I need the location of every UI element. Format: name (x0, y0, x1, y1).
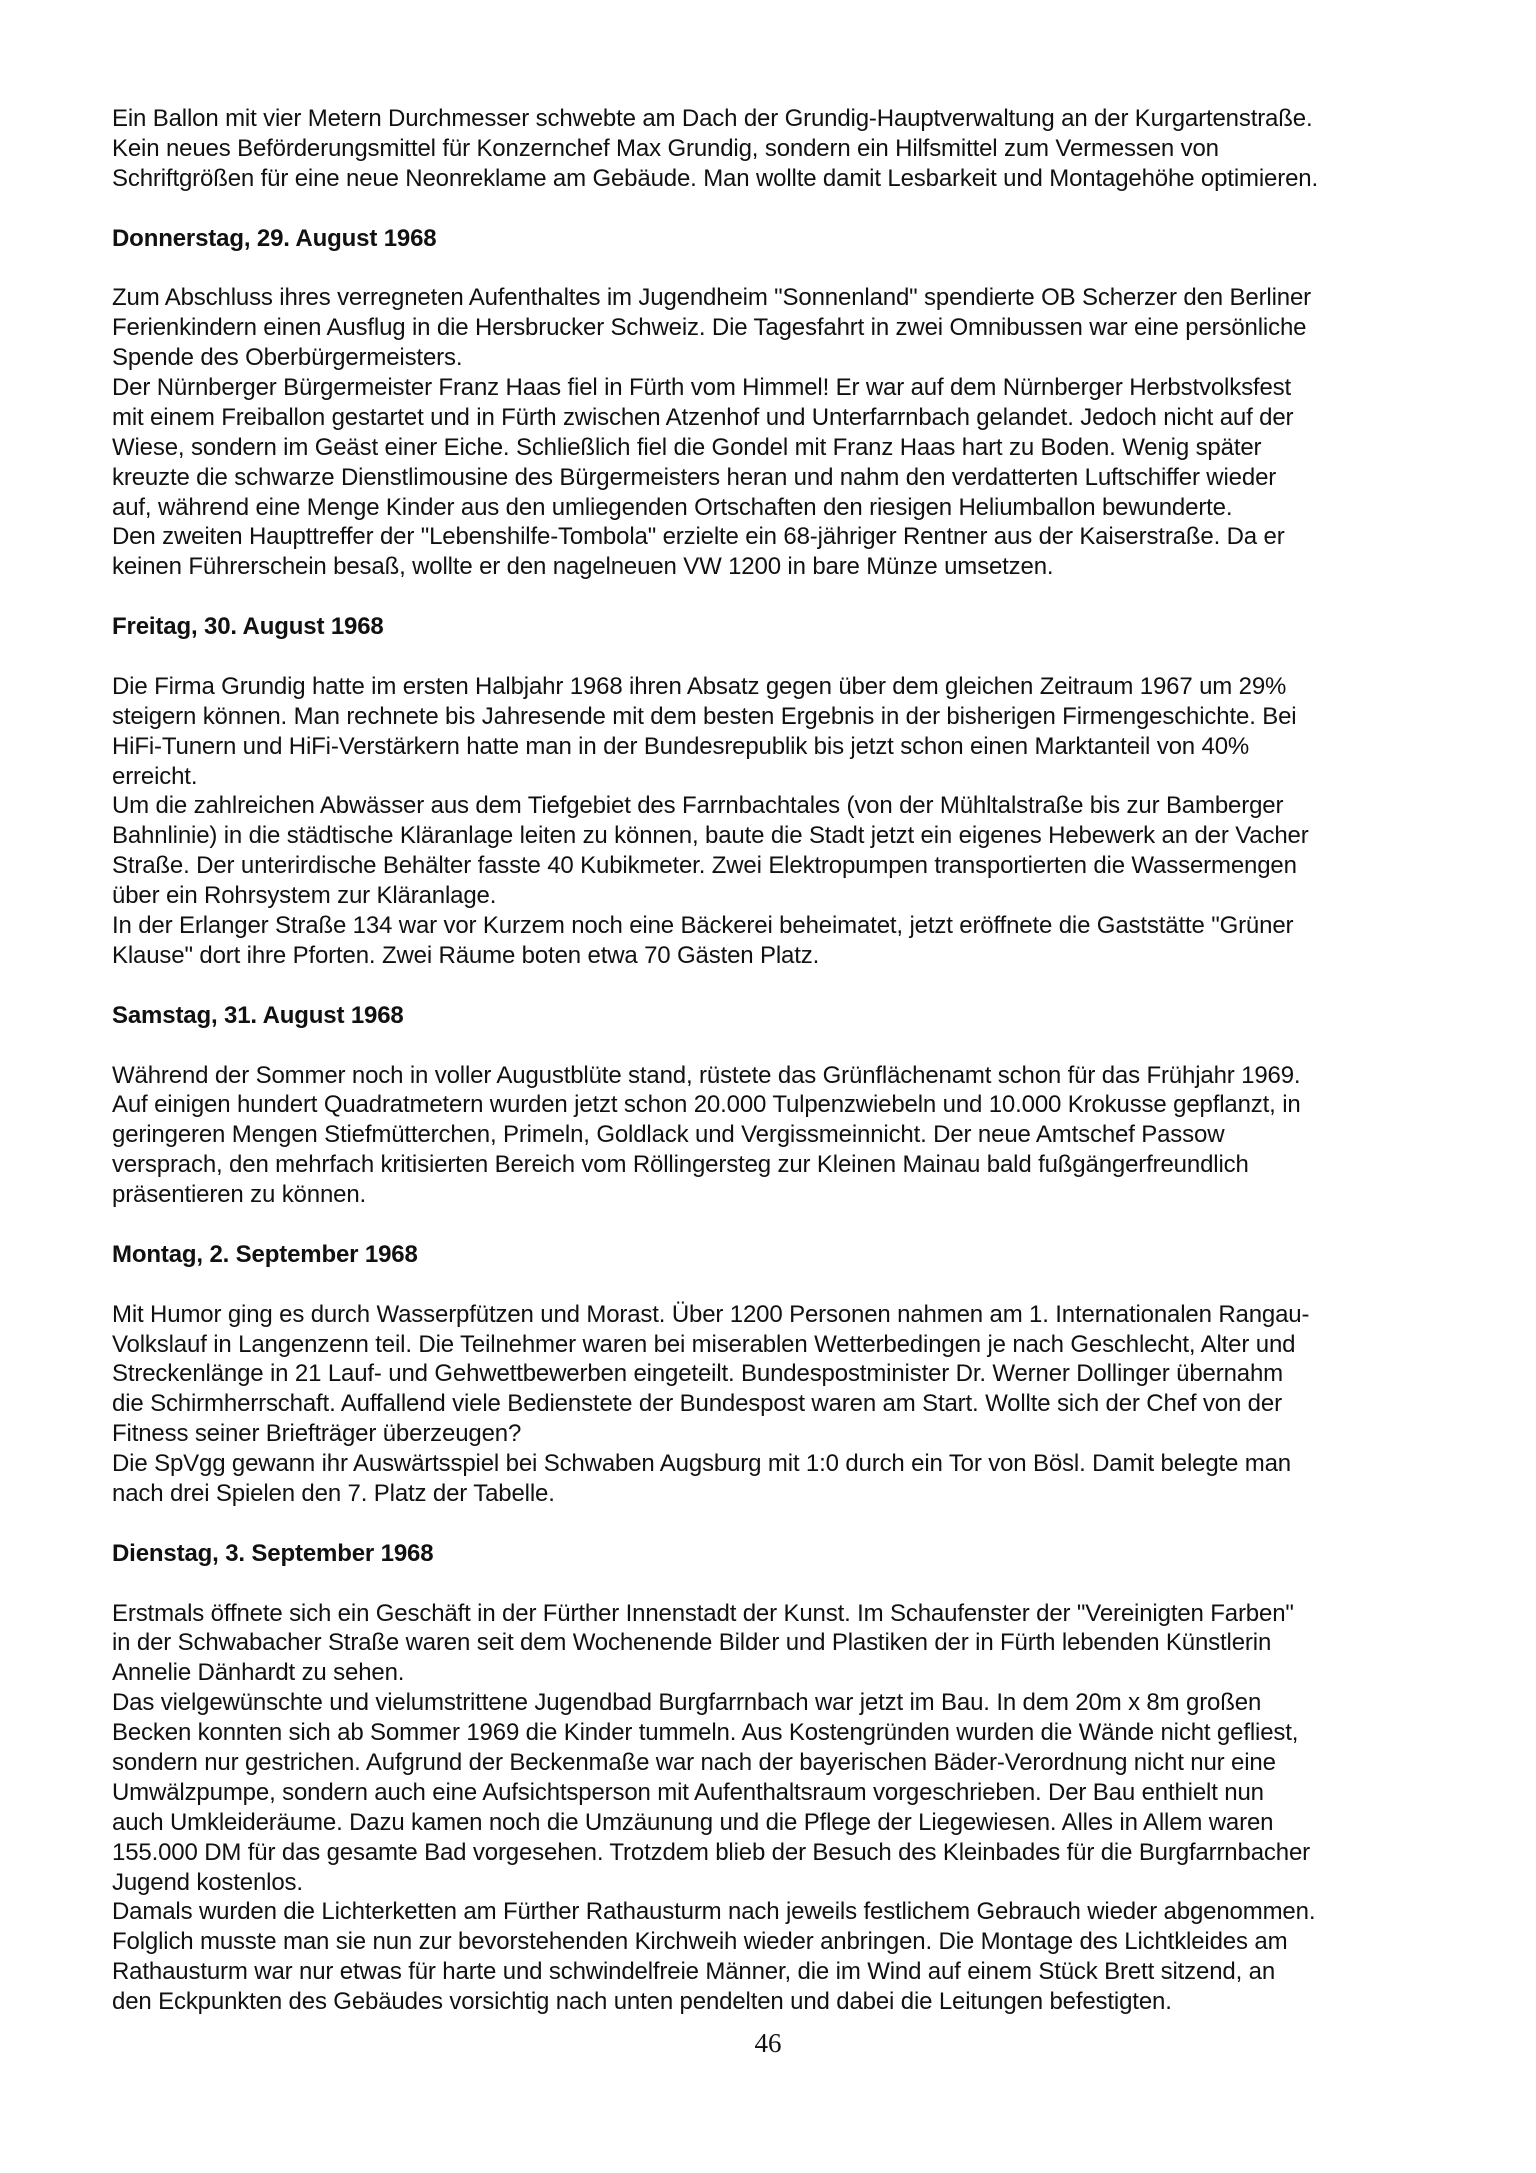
text-line: keinen Führerschein besaß, wollte er den nagelneuen VW 1200 in bare Münze umsetzen. (112, 553, 1054, 581)
text-line: Die SpVgg gewann ihr Auswärtsspiel bei Schwaben Augsburg mit 1:0 durch ein Tor von Bösl. Damit belegte man (112, 1450, 1291, 1478)
text-line: Spende des Oberbürgermeisters. (112, 344, 463, 372)
spacer (112, 1270, 1442, 1300)
text-line: Schriftgrößen für eine neue Neonreklame am Gebäude. Man wollte damit Lesbarkeit und Montagehöhe optimieren. (112, 164, 1318, 192)
text-line: Rathausturm war nur etwas für harte und schwindelfreie Männer, die im Wind auf einem Stück Brett sitzend, an (112, 1958, 1276, 1986)
spacer (112, 971, 1442, 1001)
paragraph (112, 1061, 1442, 1210)
spacer (112, 194, 1442, 224)
paragraph (112, 1599, 1442, 2017)
spacer (112, 1569, 1442, 1599)
text-line: Ein Ballon mit vier Metern Durchmesser schwebte am Dach der Grundig-Hauptverwaltung an der Kurgartenstraße. (112, 105, 1313, 132)
paragraph (112, 104, 1442, 194)
text-line: Damals wurden die Lichterketten am Fürther Rathausturm nach jeweils festlichem Gebrauch wieder abgenommen. (112, 1898, 1316, 1926)
text-line: Während der Sommer noch in voller Augustblüte stand, rüstete das Grünflächenamt schon für das Frühjahr 1969. (112, 1061, 1301, 1089)
text-line: in der Schwabacher Straße waren seit dem Wochenende Bilder und Plastiken der in Fürth lebenden Künstlerin (112, 1629, 1272, 1657)
text-line: Folglich musste man sie nun zur bevorstehenden Kirchweih wieder anbringen. Die Montage des Lichtkleides am (112, 1928, 1288, 1956)
text-line: 155.000 DM für das gesamte Bad vorgesehen. Trotzdem blieb der Besuch des Kleinbades für die Burgfarrnbacher (112, 1838, 1310, 1866)
text-line: Volkslauf in Langenzenn teil. Die Teilnehmer waren bei miserablen Wetterbedingen je nach Geschlecht, Alter und (112, 1330, 1296, 1358)
date-heading: Donnerstag, 29. August 1968 (112, 224, 437, 252)
text-line: Erstmals öffnete sich ein Geschäft in der Fürther Innenstadt der Kunst. Im Schaufenster der "Vereinigten Farben" (112, 1599, 1294, 1627)
text-line: steigern können. Man rechnete bis Jahresende mit dem besten Ergebnis in der bisherigen Firmengeschichte. Bei (112, 702, 1297, 730)
text-line: Das vielgewünschte und vielumstrittene Jugendbad Burgfarrnbach war jetzt im Bau. In dem 20m x 8m großen (112, 1689, 1262, 1717)
date-heading: Dienstag, 3. September 1968 (112, 1539, 434, 1567)
text-line: Der Nürnberger Bürgermeister Franz Haas fiel in Fürth vom Himmel! Er war auf dem Nürnberger Herbstvolksfest (112, 374, 1292, 402)
text-line: geringeren Mengen Stiefmütterchen, Primeln, Goldlack und Vergissmeinnicht. Der neue Amtschef Passow (112, 1121, 1225, 1149)
text-line: Fitness seiner Briefträger überzeugen? (112, 1420, 522, 1448)
text-line: Mit Humor ging es durch Wasserpfützen und Morast. Über 1200 Personen nahmen am 1. Internationalen Rangau- (112, 1300, 1310, 1328)
paragraph (112, 672, 1442, 971)
text-line: Umwälzpumpe, sondern auch eine Aufsichtsperson mit Aufenthaltsraum vorgeschrieben. Der Bau enthielt nun (112, 1778, 1264, 1806)
text-line: Kein neues Beförderungsmittel für Konzernchef Max Grundig, sondern ein Hilfsmittel zum Vermessen von (112, 134, 1219, 162)
text-line: auch Umkleideräume. Dazu kamen noch die Umzäunung und die Pflege der Liegewiesen. Alles in Allem waren (112, 1808, 1274, 1836)
date-heading: Samstag, 31. August 1968 (112, 1001, 404, 1029)
spacer (112, 1509, 1442, 1539)
text-line: Bahnlinie) in die städtische Kläranlage leiten zu können, baute die Stadt jetzt ein eigenes Hebewerk an der Vacher (112, 822, 1309, 850)
text-line: sondern nur gestrichen. Aufgrund der Beckenmaße war nach der bayerischen Bäder-Verordnung nicht nur eine (112, 1748, 1276, 1776)
text-line: über ein Rohrsystem zur Kläranlage. (112, 882, 497, 910)
text-line: erreicht. (112, 762, 198, 790)
text-line: Jugend kostenlos. (112, 1868, 303, 1896)
text-line: Auf einigen hundert Quadratmetern wurden jetzt schon 20.000 Tulpenzwiebeln und 10.000 Krokusse gepflanzt, in (112, 1091, 1301, 1119)
text-line: mit einem Freiballon gestartet und in Fürth zwischen Atzenhof und Unterfarrnbach gelandet. Jedoch nicht auf der (112, 403, 1294, 431)
text-line: Annelie Dänhardt zu sehen. (112, 1659, 405, 1687)
text-line: Um die zahlreichen Abwässer aus dem Tiefgebiet des Farrnbachtales (von der Mühltalstraße bis zur Bamberger (112, 792, 1284, 820)
date-heading: Freitag, 30. August 1968 (112, 613, 384, 641)
text-line: Ferienkindern einen Ausflug in die Hersbrucker Schweiz. Die Tagesfahrt in zwei Omnibussen war eine persönliche (112, 314, 1307, 342)
text-line: Klause" dort ihre Pforten. Zwei Räume boten etwa 70 Gästen Platz. (112, 941, 820, 969)
paragraph (112, 1300, 1442, 1509)
text-line: Wiese, sondern im Geäst einer Eiche. Schließlich fiel die Gondel mit Franz Haas hart zu Boden. Wenig später (112, 433, 1262, 461)
text-line: versprach, den mehrfach kritisierten Bereich vom Röllingersteg zur Kleinen Mainau bald fußgängerfreundlich (112, 1151, 1249, 1179)
text-line: Straße. Der unterirdische Behälter fasste 40 Kubikmeter. Zwei Elektropumpen transportierten die Wassermengen (112, 852, 1297, 880)
spacer (112, 1210, 1442, 1240)
page-number: 46 (754, 2028, 782, 2058)
text-line: Die Firma Grundig hatte im ersten Halbjahr 1968 ihren Absatz gegen über dem gleichen Zeitraum 1967 um 29% (112, 672, 1287, 700)
spacer (112, 642, 1442, 672)
text-line: Becken konnten sich ab Sommer 1969 die Kinder tummeln. Aus Kostengründen wurden die Wände nicht gefliest, (112, 1719, 1299, 1747)
date-heading: Montag, 2. September 1968 (112, 1240, 418, 1268)
text-line: Zum Abschluss ihres verregneten Aufenthaltes im Jugendheim "Sonnenland" spendierte OB Scherzer den Berliner (112, 284, 1312, 312)
text-line: Den zweiten Haupttreffer der "Lebenshilfe-Tombola" erzielte ein 68-jähriger Rentner aus der Kaiserstraße. Da er (112, 523, 1285, 551)
text-line: auf, während eine Menge Kinder aus den umliegenden Ortschaften den riesigen Heliumballon bewunderte. (112, 493, 1233, 521)
spacer (112, 582, 1442, 612)
text-line: HiFi-Tunern und HiFi-Verstärkern hatte man in der Bundesrepublik bis jetzt schon einen Marktanteil von 40% (112, 732, 1250, 760)
paragraph (112, 283, 1442, 582)
text-line: nach drei Spielen den 7. Platz der Tabelle. (112, 1479, 555, 1507)
document-body (112, 104, 1442, 2017)
spacer (112, 253, 1442, 283)
text-line: In der Erlanger Straße 134 war vor Kurzem noch eine Bäckerei beheimatet, jetzt eröffnete die Gaststätte "Grüner (112, 912, 1294, 940)
text-line: präsentieren zu können. (112, 1181, 367, 1209)
text-line: kreuzte die schwarze Dienstlimousine des Bürgermeisters heran und nahm den verdatterten Luftschiffer wieder (112, 463, 1277, 491)
text-line: Streckenlänge in 21 Lauf- und Gehwettbewerben eingeteilt. Bundespostminister Dr. Werner Dollinger übernahm (112, 1360, 1283, 1388)
text-line: die Schirmherrschaft. Auffallend viele Bedienstete der Bundespost waren am Start. Wollte sich der Chef von der (112, 1390, 1282, 1418)
text-line: den Eckpunkten des Gebäudes vorsichtig nach unten pendelten und dabei die Leitungen befestigten. (112, 1988, 1172, 2016)
spacer (112, 1031, 1442, 1061)
